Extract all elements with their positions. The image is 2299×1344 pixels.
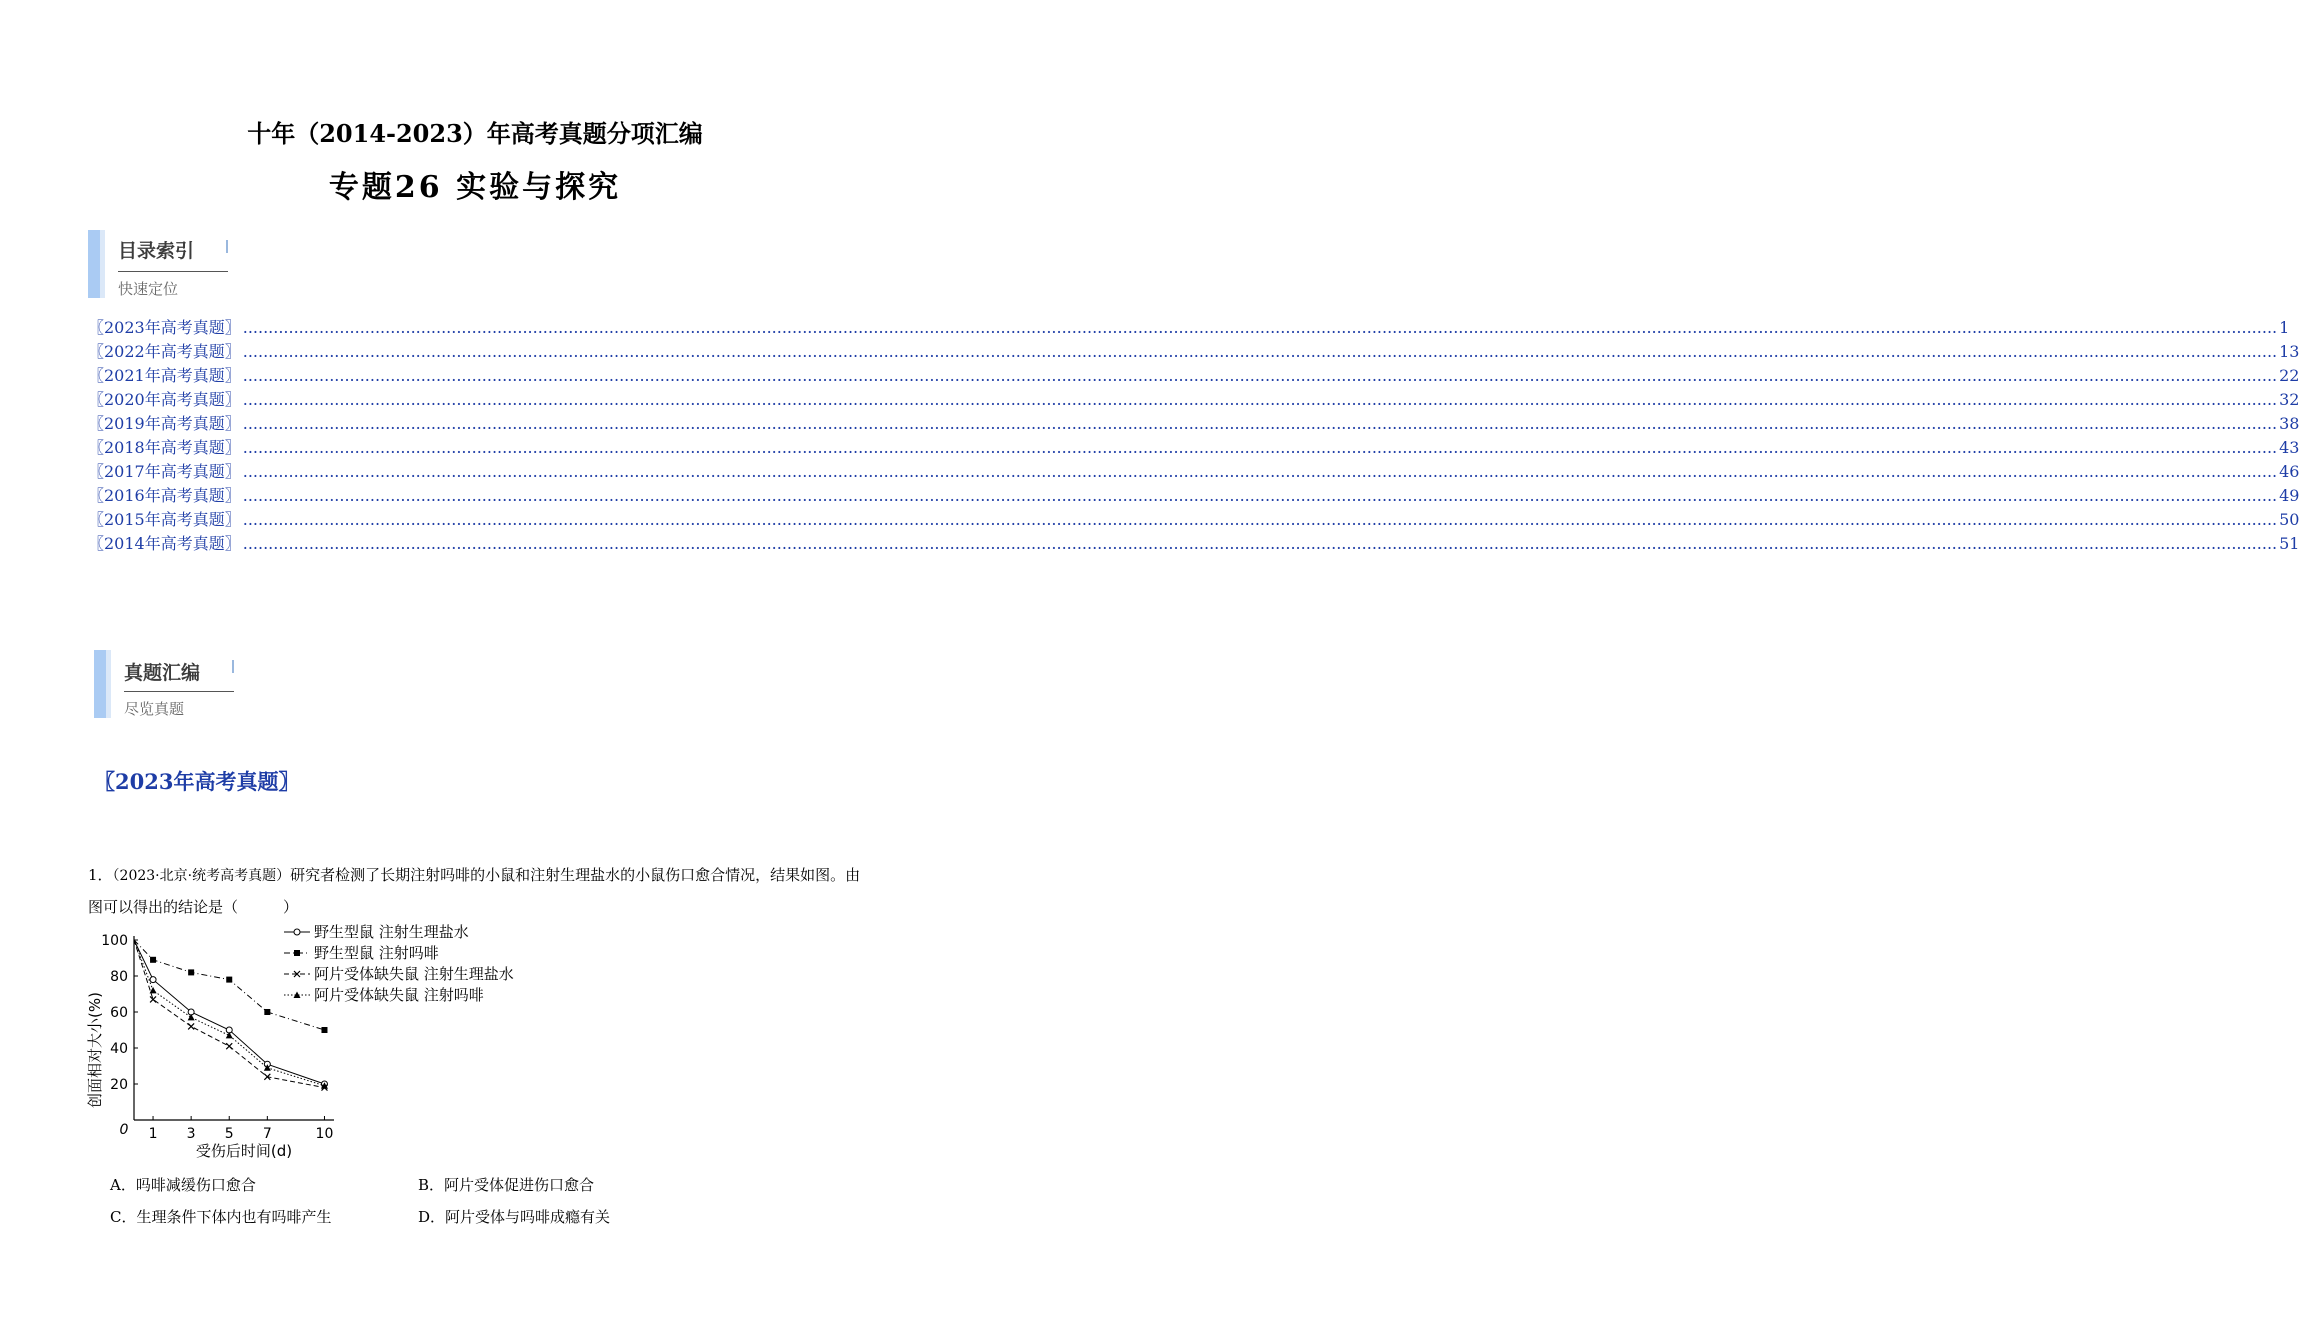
section-bar [88,230,100,298]
section-bar-light [100,230,105,298]
toc-leader-dots: ................................................................................................................................................................................................................................................................................................................................................................................................................ [242,366,2278,385]
option-c-key: C． [110,1208,137,1226]
x-tick-label: 10 [315,1126,334,1142]
toc-entry[interactable] [88,460,2299,484]
toc-entry-page: 32 [2279,390,2299,409]
data-point-s4 [188,1014,195,1021]
toc-entry-page: 22 [2279,366,2299,385]
option-b[interactable] [418,1174,594,1195]
toc-entry[interactable] [88,532,2299,556]
toc-entry[interactable] [88,316,2290,340]
x-tick-label: 7 [262,1126,272,1142]
toc-entry-label: 〖2018年高考真题〗 [88,438,241,457]
option-c-text: 生理条件下体内也有吗啡产生 [136,1208,332,1226]
legend-marker-2 [294,950,300,956]
toc-entry-page: 49 [2279,486,2299,505]
legend-label-2: 野生型鼠 注射吗啡 [314,944,439,962]
section-divider [124,691,234,692]
y-tick-label: 40 [110,1041,128,1057]
wound-healing-chart [84,920,564,1160]
toc-entry[interactable] [88,412,2299,436]
option-a[interactable] [110,1174,256,1195]
toc-entry-page: 13 [2279,342,2299,361]
x-tick-label: 5 [224,1126,234,1142]
document-title: 十年（2014-2023）年高考真题分项汇编 [247,119,703,148]
question-body: 研究者检测了长期注射吗啡的小鼠和注射生理盐水的小鼠伤口愈合情况，结果如图。由图可以得出的结论是（ ） [88,866,861,916]
series-line-4 [134,940,324,1086]
toc-entry-page: 50 [2279,510,2299,529]
option-a-text: 吗啡减缓伤口愈合 [135,1176,256,1194]
toc-leader-dots: ................................................................................................................................................................................................................................................................................................................................................................................................................ [242,414,2278,433]
option-c[interactable] [110,1206,332,1227]
toc-entry-label: 〖2021年高考真题〗 [88,366,241,385]
toc-leader-dots: ................................................................................................................................................................................................................................................................................................................................................................................................................ [242,342,2278,361]
year-heading: 〖2023年高考真题〗 [94,769,300,794]
toc-entry[interactable] [88,508,2299,532]
data-point-s2 [226,977,232,983]
toc-entry[interactable] [88,484,2299,508]
toc-entry-label: 〖2015年高考真题〗 [88,510,241,529]
questions-section-header [94,650,254,718]
data-point-s4 [226,1032,233,1039]
x-tick-label: 3 [186,1126,196,1142]
x-tick-label: 1 [148,1126,158,1142]
legend-label-3: 阿片受体缺失鼠 注射生理盐水 [314,965,514,983]
toc-entry[interactable] [88,388,2299,412]
toc-leader-dots: ................................................................................................................................................................................................................................................................................................................................................................................................................ [242,438,2278,457]
toc-entry-label: 〖2023年高考真题〗 [88,318,241,337]
origin-label: 0 [119,1122,129,1138]
toc-entry-page: 1 [2279,318,2290,337]
data-point-s3 [150,996,156,1002]
option-d-key: D． [418,1208,446,1226]
y-tick-label: 20 [110,1077,128,1093]
data-point-s1 [150,977,156,983]
toc-section-title: 目录索引 [118,240,195,262]
toc-entry-page: 43 [2279,438,2299,457]
y-axis-label: 创面相对大小(%) [86,992,104,1108]
data-point-s2 [321,1027,327,1033]
legend-label-4: 阿片受体缺失鼠 注射吗啡 [314,986,484,1004]
toc-entry-label: 〖2020年高考真题〗 [88,390,241,409]
toc-leader-dots: ................................................................................................................................................................................................................................................................................................................................................................................................................ [242,534,2278,553]
document-subtitle: 专题26 实验与探究 [328,170,622,205]
question-source: （2023·北京·统考高考真题） [112,868,291,884]
question-number: 1． [88,866,113,884]
legend-label-1: 野生型鼠 注射生理盐水 [314,923,469,941]
option-d[interactable] [418,1206,610,1227]
y-tick-label: 80 [110,969,128,985]
series-line-3 [134,940,324,1088]
x-axis-label: 受伤后时间(d) [195,1142,293,1160]
data-point-s2 [150,957,156,963]
toc-entry-label: 〖2019年高考真题〗 [88,414,241,433]
toc-entry-page: 46 [2279,462,2299,481]
question-text [88,860,868,923]
section-divider [118,271,228,272]
toc-entry[interactable] [88,436,2299,460]
toc-section-header [88,230,248,298]
option-a-key: A． [110,1176,136,1194]
option-b-text: 阿片受体促进伤口愈合 [444,1176,595,1194]
table-of-contents [88,316,2299,556]
option-b-key: B． [418,1176,445,1194]
toc-entry-label: 〖2016年高考真题〗 [88,486,241,505]
section-bar [94,650,106,718]
toc-leader-dots: ................................................................................................................................................................................................................................................................................................................................................................................................................ [242,390,2278,409]
toc-leader-dots: ................................................................................................................................................................................................................................................................................................................................................................................................................ [242,462,2278,481]
section-tick [232,660,234,673]
toc-entry-label: 〖2022年高考真题〗 [88,342,241,361]
toc-leader-dots: ................................................................................................................................................................................................................................................................................................................................................................................................................ [242,318,2278,337]
toc-leader-dots: ................................................................................................................................................................................................................................................................................................................................................................................................................ [242,510,2278,529]
y-tick-label: 100 [101,933,128,949]
y-tick-label: 60 [110,1005,128,1021]
series-line-1 [134,940,324,1084]
legend-marker-1 [294,929,300,935]
toc-leader-dots: ................................................................................................................................................................................................................................................................................................................................................................................................................ [242,486,2278,505]
section-tick [226,240,228,253]
toc-entry[interactable] [88,364,2299,388]
toc-entry-page: 51 [2279,534,2299,553]
toc-entry-page: 38 [2279,414,2299,433]
questions-section-title: 真题汇编 [124,662,201,684]
questions-section-subtitle: 尽览真题 [124,700,185,718]
data-point-s2 [188,969,194,975]
toc-section-subtitle: 快速定位 [118,280,179,298]
toc-entry[interactable] [88,340,2299,364]
data-point-s3 [226,1043,232,1049]
data-point-s2 [264,1009,270,1015]
toc-entry-label: 〖2014年高考真题〗 [88,534,241,553]
section-bar-light [106,650,111,718]
option-d-text: 阿片受体与吗啡成瘾有关 [445,1208,611,1226]
toc-entry-label: 〖2017年高考真题〗 [88,462,241,481]
data-point-s3 [188,1023,194,1029]
